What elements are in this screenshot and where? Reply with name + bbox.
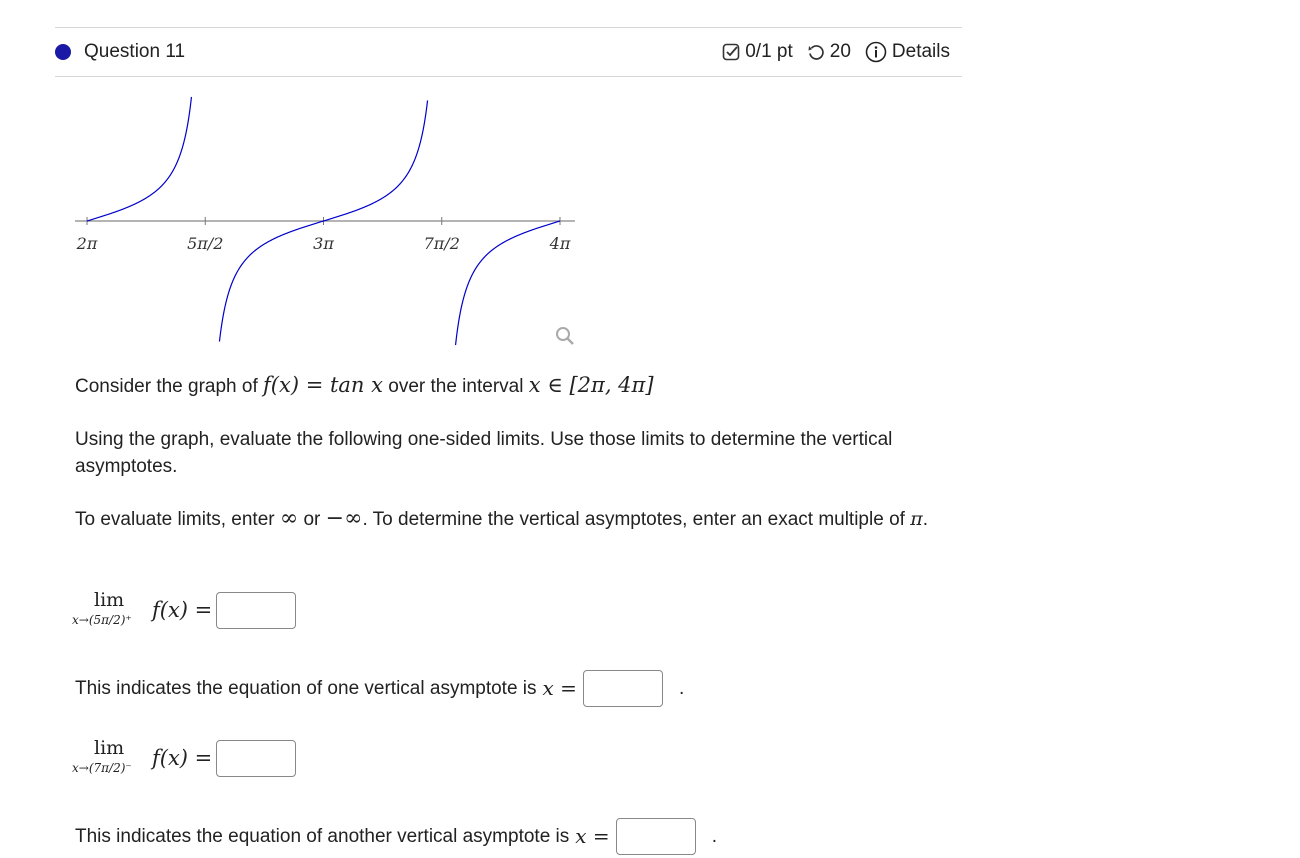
x-tick-label: 5π/2 <box>187 234 224 253</box>
p1-text-b: over the interval <box>388 376 524 397</box>
asymptote-2-text: This indicates the equation of another vertical asymptote is <box>75 826 570 847</box>
p1-function: f(x) = tan x <box>263 373 383 397</box>
tangent-graph <box>70 90 590 355</box>
x-tick-label: 3π <box>313 234 334 253</box>
details-button[interactable] <box>865 41 950 63</box>
limit-2-answer-input[interactable] <box>216 740 296 777</box>
asymptote-2-answer-input[interactable] <box>616 818 696 855</box>
details-label: Details <box>891 41 950 62</box>
lim-subscript-1: x→(5π/2)⁺ <box>72 613 132 627</box>
asymptote-1-text: This indicates the equation of one vertical asymptote is <box>75 678 537 699</box>
asymptote-row-1 <box>75 670 945 707</box>
infinity-symbol: ∞ <box>279 506 299 531</box>
status-dot-icon <box>55 44 71 60</box>
limit-expression-2 <box>70 733 152 783</box>
period-1: . <box>678 678 685 699</box>
pi-symbol: π <box>910 508 923 530</box>
asymptote-row-2 <box>75 818 945 855</box>
fx-label-1: f(x) = <box>152 598 213 622</box>
period-2: . <box>711 826 717 847</box>
limit-row-1 <box>70 585 296 635</box>
x-equals-1: x = <box>542 676 577 700</box>
tan-branch-1 <box>87 97 191 221</box>
question-header <box>55 27 962 77</box>
neg-infinity-symbol: −∞ <box>325 506 363 531</box>
question-title: Question 11 <box>84 41 186 62</box>
x-tick-label: 7π/2 <box>423 234 460 253</box>
attempts-text: 20 <box>829 41 851 62</box>
zoom-icon[interactable] <box>557 328 573 344</box>
tan-branch-3 <box>456 221 560 345</box>
fx-label-2: f(x) = <box>152 746 213 770</box>
score-text: 0/1 pt <box>745 41 793 62</box>
x-tick-label: 2π <box>76 234 98 253</box>
lim-word-1: lim <box>94 589 125 611</box>
info-icon <box>865 41 887 63</box>
limit-row-2 <box>70 733 296 783</box>
lim-subscript-2: x→(7π/2)⁻ <box>72 761 132 775</box>
asymptote-1-answer-input[interactable] <box>583 670 663 707</box>
checkbox-icon <box>722 43 740 61</box>
prompt-paragraph-2: Using the graph, evaluate the following one-sided limits. Use those limits to determine the vertical asymptotes. <box>75 429 893 477</box>
p3-end: . <box>922 509 928 530</box>
p3-or: or <box>303 509 321 530</box>
limit-1-answer-input[interactable] <box>216 592 296 629</box>
prompt-paragraph-1 <box>75 372 945 400</box>
p3-text-a: To evaluate limits, enter <box>75 509 275 530</box>
p1-interval: x ∈ [2π, 4π] <box>528 373 654 397</box>
retry-icon <box>807 43 825 61</box>
score-indicator <box>722 41 793 63</box>
limit-expression-1 <box>70 585 152 635</box>
attempts-indicator <box>807 41 851 63</box>
prompt-paragraph-3 <box>75 505 945 533</box>
p3-text-b: . To determine the vertical asymptotes, enter an exact multiple of <box>362 509 905 530</box>
x-tick-label: 4π <box>549 234 571 253</box>
lim-word-2: lim <box>94 737 125 759</box>
question-card <box>55 27 962 77</box>
x-equals-2: x = <box>575 824 610 848</box>
p1-text-a: Consider the graph of <box>75 376 258 397</box>
